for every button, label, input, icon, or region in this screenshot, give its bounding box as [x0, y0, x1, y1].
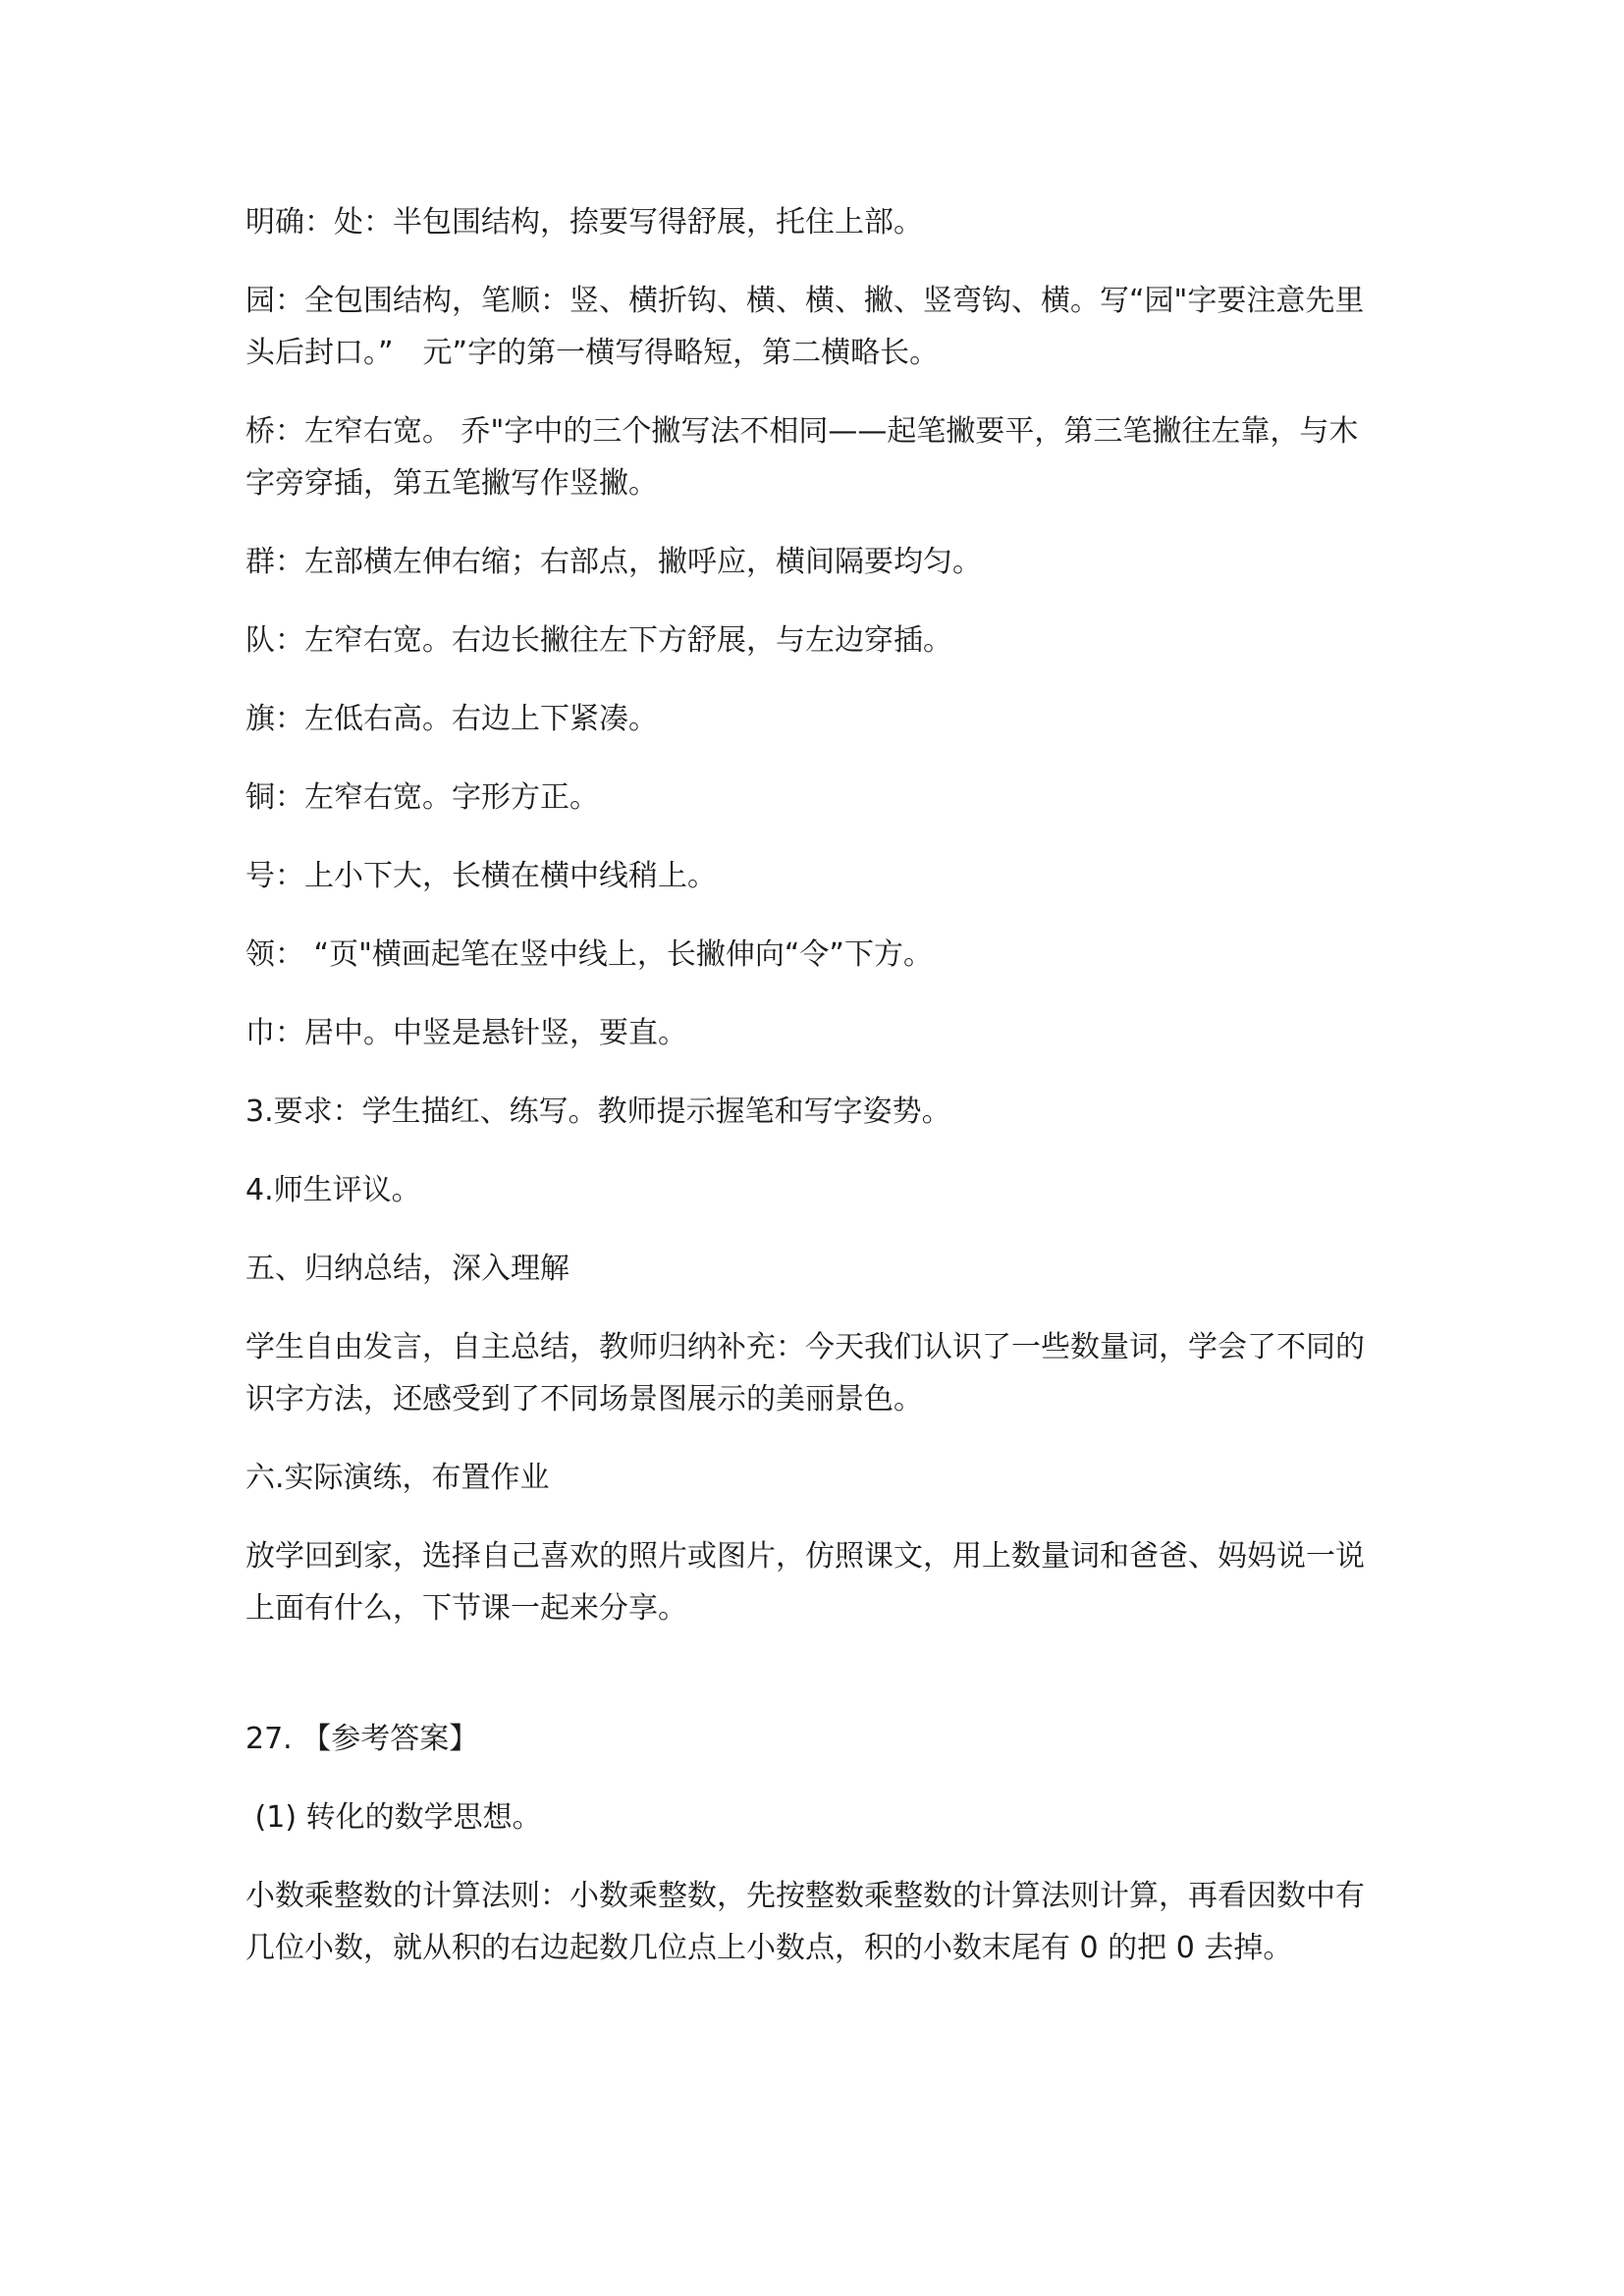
answer-item-1: (1) 转化的数学思想。 — [245, 1800, 542, 1835]
paragraph-stroke-chu: 明确：处：半包围结构，捺要写得舒展，托住上部。 — [245, 205, 923, 240]
paragraph-stroke-jin: 巾：居中。中竖是悬针竖，要直。 — [245, 1016, 687, 1050]
paragraph-evaluation: 4.师生评议。 — [245, 1173, 421, 1207]
paragraph-stroke-yuan: 园：全包围结构，笔顺：竖、横折钩、横、横、撇、竖弯钩、横。写“园"字要注意先里头后封口。” 元”字的第一横写得略短，第二横略长。 — [245, 284, 1365, 370]
section-heading-summary: 五、归纳总结，深入理解 — [245, 1252, 569, 1286]
section-heading-homework: 六.实际演练，布置作业 — [245, 1461, 550, 1495]
paragraph-summary: 学生自由发言，自主总结，教师归纳补充：今天我们认识了一些数量词，学会了不同的识字方法，还感受到了不同场景图展示的美丽景色。 — [245, 1330, 1365, 1416]
paragraph-stroke-tong: 铜：左窄右宽。字形方正。 — [245, 780, 599, 815]
paragraph-homework: 放学回到家，选择自己喜欢的照片或图片，仿照课文，用上数量词和爸爸、妈妈说一说上面有什么，下节课一起来分享。 — [245, 1539, 1365, 1626]
paragraph-stroke-ling: 领： “页"横画起笔在竖中线上，长撇伸向“令”下方。 — [245, 937, 933, 972]
document-body — [245, 196, 1375, 2001]
answer-heading: 27. 【参考答案】 — [245, 1722, 479, 1756]
paragraph-stroke-hao: 号：上小下大，长横在横中线稍上。 — [245, 859, 717, 893]
paragraph-stroke-qun: 群：左部横左伸右缩；右部点，撇呼应，横间隔要均匀。 — [245, 545, 982, 579]
paragraph-requirement: 3.要求：学生描红、练写。教师提示握笔和写字姿势。 — [245, 1095, 951, 1129]
paragraph-stroke-dui: 队：左窄右宽。右边长撇往左下方舒展，与左边穿插。 — [245, 623, 952, 658]
paragraph-stroke-qiao: 桥：左窄右宽。 乔"字中的三个撇写法不相同——起笔撇要平，第三笔撇往左靠，与木字旁穿插，第五笔撇写作竖撇。 — [245, 414, 1359, 501]
paragraph-stroke-qi: 旗：左低右高。右边上下紧凑。 — [245, 702, 658, 736]
paragraph-decimal-rule: 小数乘整数的计算法则：小数乘整数，先按整数乘整数的计算法则计算，再看因数中有几位小数，就从积的右边起数几位点上小数点，积的小数末尾有 0 的把 0 去掉。 — [245, 1879, 1365, 1965]
